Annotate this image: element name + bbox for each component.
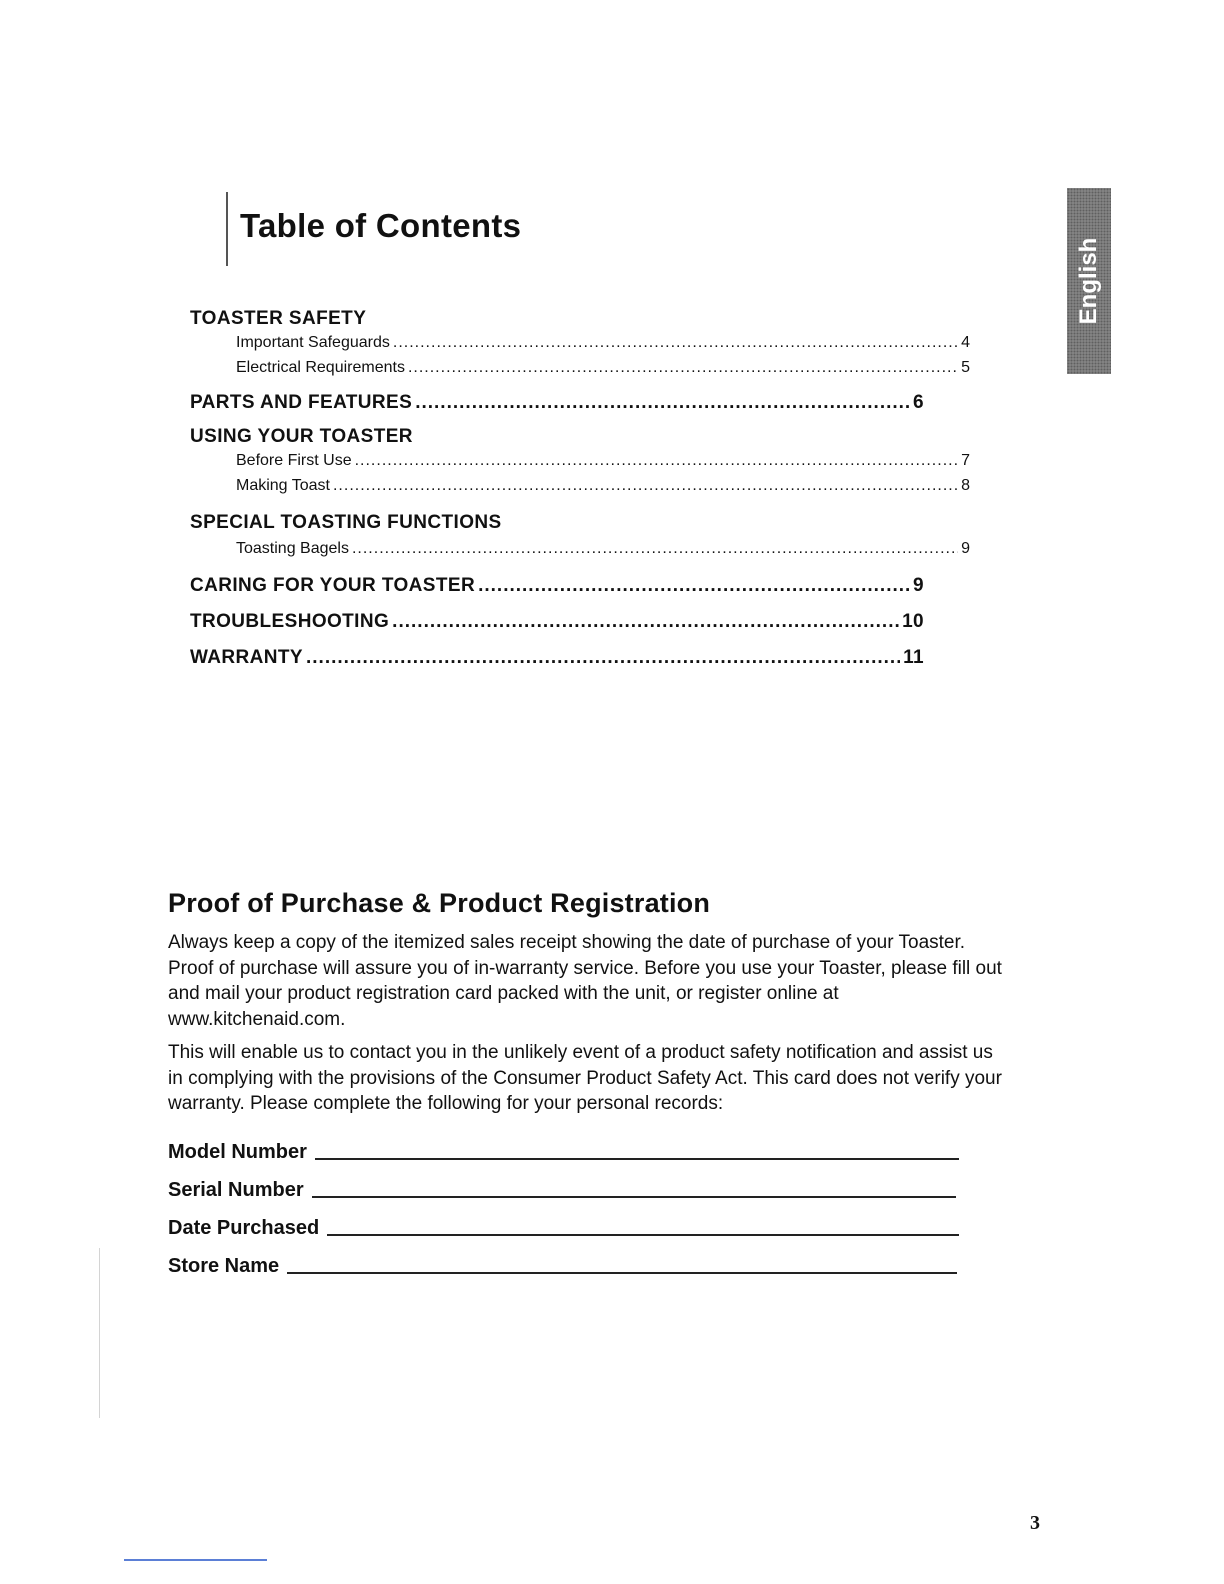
page-number: 3 [1030,1512,1040,1534]
toc-entry-page: 10 [902,611,924,632]
dot-leader [355,452,959,470]
toc-entry[interactable] [190,611,924,633]
toc-section-heading: TOASTER SAFETY [190,308,367,329]
toc-entry-label: Important Safeguards [236,334,390,351]
field-label: Date Purchased [168,1217,320,1239]
toc-entry-page: 6 [913,392,924,413]
toc-entry-page: 5 [961,359,970,376]
blank-line[interactable] [327,1234,959,1236]
dot-leader [352,540,958,558]
toc-entry[interactable] [190,334,970,359]
toc-entry-page: 4 [961,334,970,351]
bottom-rule [124,1559,267,1561]
dot-leader [306,647,900,669]
field-label: Serial Number [168,1179,304,1201]
toc-section-heading: USING YOUR TOASTER [190,426,413,447]
toc-entry[interactable] [190,575,924,597]
language-tab [1067,188,1111,374]
blank-line[interactable] [287,1272,957,1274]
dot-leader [408,359,958,377]
field-label: Model Number [168,1141,307,1163]
store-name-field[interactable] [168,1255,957,1278]
margin-rule [99,1248,100,1418]
toc-entry-page: 9 [961,540,970,557]
toc-entry-page: 9 [913,575,924,596]
toc-title: Table of Contents [240,207,522,244]
dot-leader [393,334,958,352]
toc-entry-label: PARTS AND FEATURES [190,392,413,413]
proof-of-purchase-title: Proof of Purchase & Product Registration [168,888,711,918]
dot-leader [333,477,958,495]
toc-entry[interactable] [190,477,970,502]
toc-entry[interactable] [190,359,970,384]
dot-leader [415,392,910,414]
toc-entry[interactable] [190,647,924,669]
toc-entry-label: CARING FOR YOUR TOASTER [190,575,476,596]
toc-entry[interactable] [190,392,924,414]
title-accent-bar [226,192,228,266]
toc-entry[interactable] [190,540,970,565]
blank-line[interactable] [312,1196,956,1198]
proof-paragraph: Always keep a copy of the itemized sales receipt showing the date of purchase of your Toaster. Proof of purchase will assure you of in-warranty service. Before you use your Toaster, please fill out and mail your product registration card packed with the unit, or register online at www.kitchenaid.com. [168,932,1002,1030]
toc-section-heading: SPECIAL TOASTING FUNCTIONS [190,512,502,533]
toc-entry-page: 8 [961,477,970,494]
field-label: Store Name [168,1255,280,1277]
dot-leader [392,611,899,633]
blank-line[interactable] [315,1158,959,1160]
model-number-field[interactable] [168,1141,959,1164]
toc-entry[interactable] [190,452,970,477]
toc-entry-label: TROUBLESHOOTING [190,611,390,632]
toc-entry-label: Electrical Requirements [236,359,405,376]
language-tab-label: English [1075,237,1102,325]
serial-number-field[interactable] [168,1179,956,1202]
toc-entry-label: WARRANTY [190,647,303,668]
table-of-contents [190,308,970,669]
toc-entry-label: Before First Use [236,452,352,469]
toc-entry-label: Making Toast [236,477,330,494]
date-purchased-field[interactable] [168,1217,959,1240]
toc-entry-page: 7 [961,452,970,469]
toc-entry-page: 11 [903,647,924,668]
proof-paragraph: This will enable us to contact you in the unlikely event of a product safety notification and assist us in complying with the provisions of the Consumer Product Safety Act. This card does not verify your warranty. Please complete the following for your personal records: [168,1042,1002,1114]
toc-entry-label: Toasting Bagels [236,540,349,557]
dot-leader [478,575,910,597]
